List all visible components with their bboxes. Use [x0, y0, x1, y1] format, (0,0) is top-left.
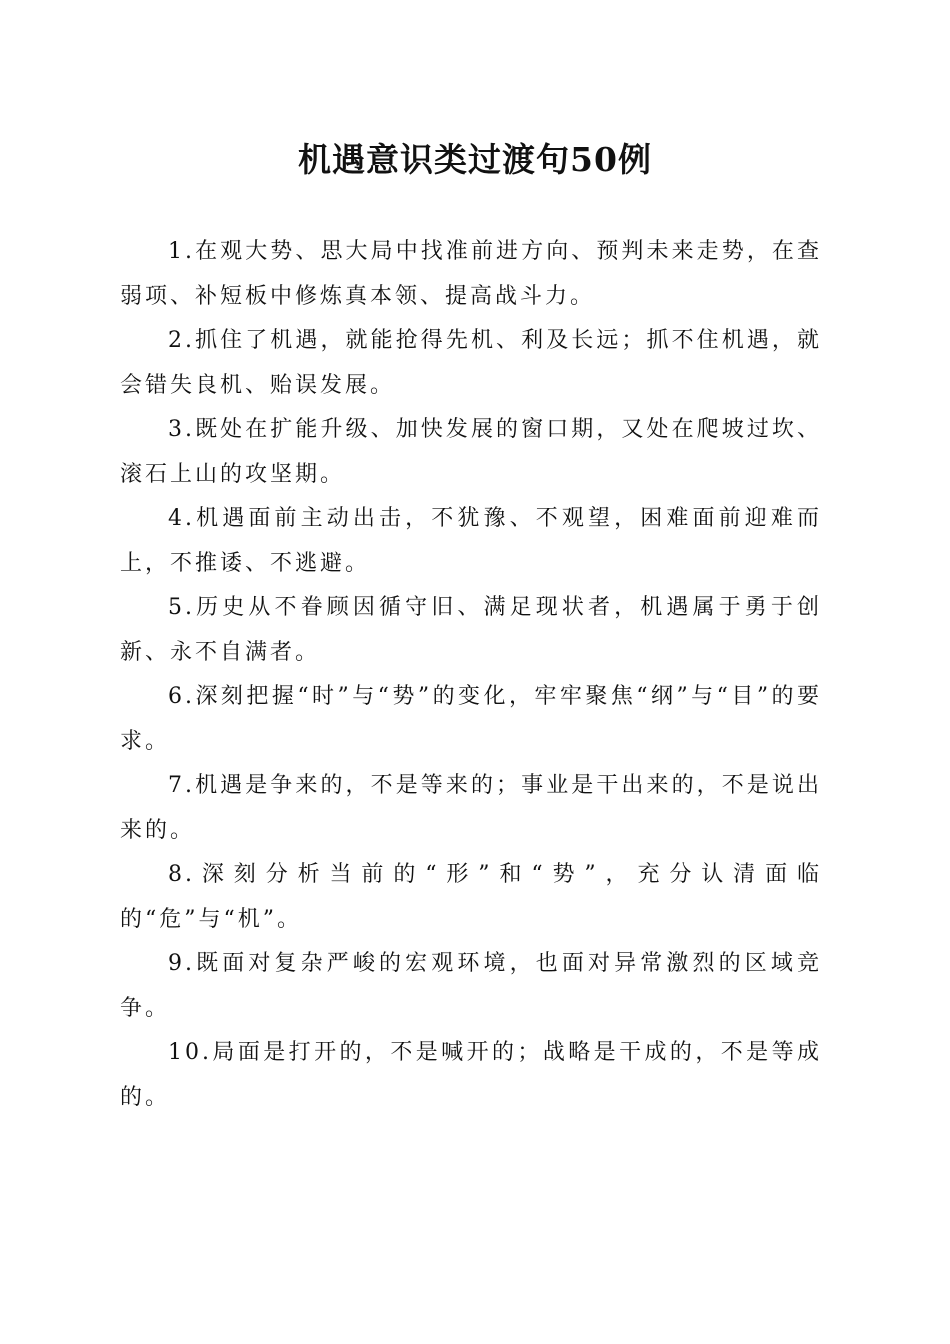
paragraph-6: 6.深刻把握“时”与“势”的变化，牢牢聚焦“纲”与“目”的要求。: [120, 684, 822, 754]
document-body: [120, 230, 822, 1120]
paragraph-2: 2.抓住了机遇，就能抢得先机、利及长远；抓不住机遇，就会错失良机、贻误发展。: [120, 328, 822, 398]
document-title: 机遇意识类过渡句50例: [298, 140, 652, 179]
paragraph-9: 9.既面对复杂严峻的宏观环境，也面对异常激烈的区域竞争。: [120, 951, 822, 1021]
paragraph-10: 10.局面是打开的，不是喊开的；战略是干成的，不是等成的。: [120, 1040, 822, 1110]
paragraph-4: 4.机遇面前主动出击，不犹豫、不观望，困难面前迎难而上，不推诿、不逃避。: [120, 506, 822, 576]
paragraph-5: 5.历史从不眷顾因循守旧、满足现状者，机遇属于勇于创新、永不自满者。: [120, 595, 822, 665]
paragraph-3: 3.既处在扩能升级、加快发展的窗口期，又处在爬坡过坎、滚石上山的攻坚期。: [120, 417, 822, 487]
paragraph-7: 7.机遇是争来的，不是等来的；事业是干出来的，不是说出来的。: [120, 773, 822, 843]
paragraph-8: 8.深刻分析当前的“形”和“势”，充分认清面临的“危”与“机”。: [120, 862, 822, 932]
paragraph-1: 1.在观大势、思大局中找准前进方向、预判未来走势，在查弱项、补短板中修炼真本领、提高战斗力。: [120, 239, 822, 309]
